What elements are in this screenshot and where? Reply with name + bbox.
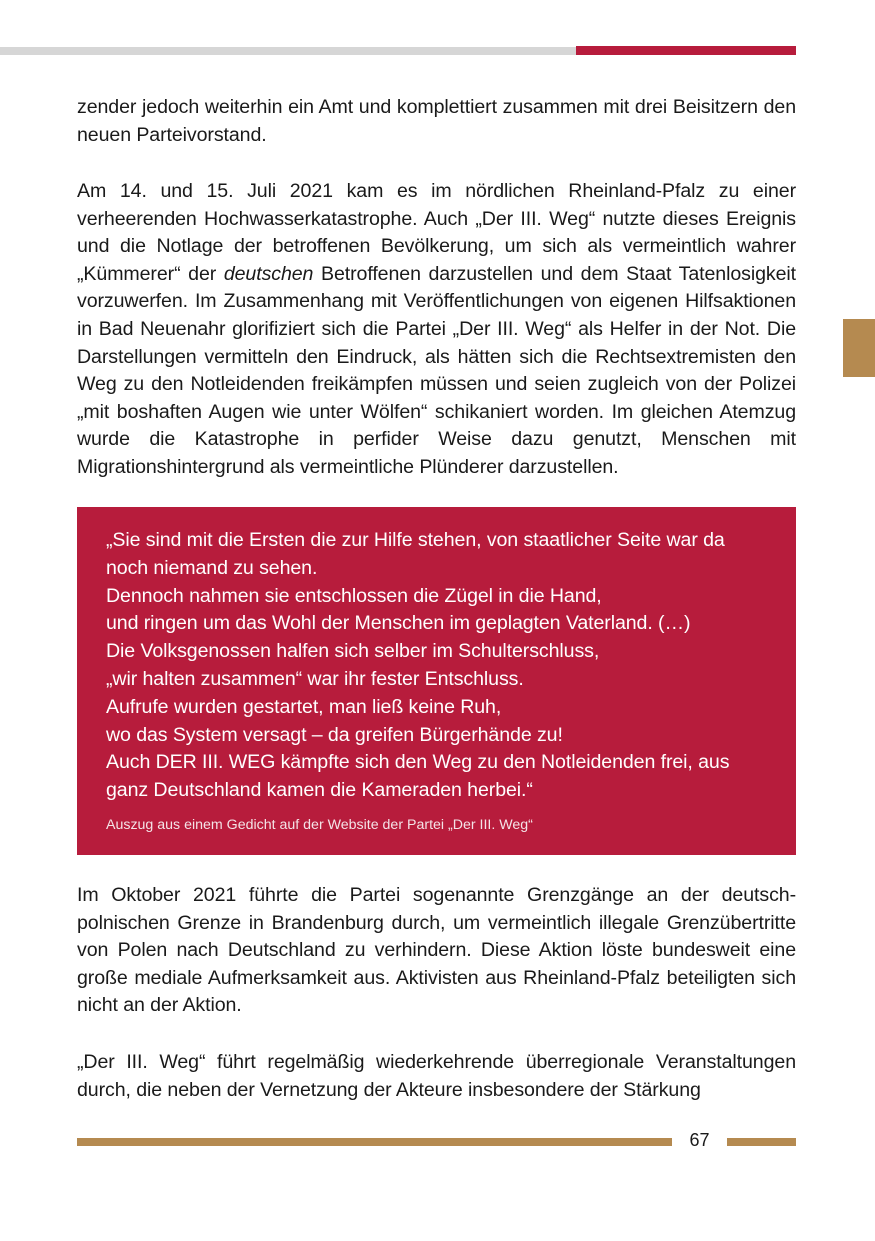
quote-line: Aufrufe wurden gestartet, man ließ keine Ruh, xyxy=(106,695,502,718)
page-number: 67 xyxy=(689,1130,710,1150)
paragraph-text-part: Am 14. und 15. Juli 2021 kam es im nördlichen Rheinland-Pfalz zu einer verheerenden Hochwasserkatastrophe. Auch „Der III. Weg“ nutzte dieses Ereignis und die Notlage der betroffenen Bevölkerung, um sich als vermeintlich wahrer „Kümmerer“ der xyxy=(77,180,796,285)
paragraph-text: zender jedoch weiterhin ein Amt und komplettiert zusammen mit drei Beisitzern den neuen Parteivorstand. xyxy=(77,96,796,146)
emphasis-text: deutschen xyxy=(223,262,314,285)
quote-line: Auch DER III. WEG kämpfte sich den Weg zu den Notleidenden frei, aus xyxy=(106,751,730,774)
footer-bar-left xyxy=(77,1138,672,1146)
paragraph-flood-disaster xyxy=(77,178,796,482)
paragraph-text: „Der III. Weg“ führt regelmäßig wiederkehrende überregionale Veranstaltungen durch, die neben der Vernetzung der Akteure insbesondere der Stärkung xyxy=(77,1051,796,1101)
header-bar-gray xyxy=(0,47,576,55)
quote-line: „Sie sind mit die Ersten die zur Hilfe stehen, von staatlicher Seite war da xyxy=(106,529,725,551)
quote-line: „wir halten zusammen“ war ihr fester Entschluss. xyxy=(106,667,524,690)
quote-line: und ringen um das Wohl der Menschen im geplagten Vaterland. (…) xyxy=(106,612,691,635)
quote-source: Auszug aus einem Gedicht auf der Website der Partei „Der III. Weg“ xyxy=(106,816,533,833)
quote-box xyxy=(77,507,796,855)
paragraph-events xyxy=(77,1049,796,1104)
quote-line: ganz Deutschland kamen die Kameraden herbei.“ xyxy=(106,779,533,802)
paragraph-text xyxy=(77,178,796,482)
quote-line: wo das System versagt – da greifen Bürgerhände zu! xyxy=(106,723,563,746)
chapter-side-tab xyxy=(843,319,875,377)
header-bar-accent xyxy=(576,46,796,55)
paragraph-border-patrols xyxy=(77,882,796,1020)
quote-line: Die Volksgenossen halfen sich selber im Schulterschluss, xyxy=(106,640,600,663)
paragraph-text: Im Oktober 2021 führte die Partei sogenannte Grenzgänge an der deutsch-polnischen Grenze in Brandenburg durch, um vermeintlich illegale Grenzübertritte von Polen nach Deutschland zu verhindern. Diese Aktion löste bundesweit eine große mediale Aufmerksamkeit aus. Aktivisten aus Rheinland-Pfalz beteiligten sich nicht an der Aktion. xyxy=(77,884,796,1017)
footer-bar-right xyxy=(727,1138,796,1146)
quote-line: noch niemand zu sehen. xyxy=(106,556,318,579)
quote-line: Dennoch nahmen sie entschlossen die Zügel in die Hand, xyxy=(106,584,602,607)
paragraph-party-board xyxy=(77,94,796,149)
paragraph-text-part: Betroffenen darzustellen und dem Staat Tatenlosigkeit vorzuwerfen. Im Zusammenhang mit Veröffentlichungen von eigenen Hilfsaktionen in Bad Neuenahr glorifiziert sich die Partei „Der III. Weg“ als Helfer in der Not. Die Darstellungen vermitteln den Eindruck, als hätten sich die Rechtsextremisten den Weg zu den Notleidenden freikämpfen müssen und seien zugleich von der Polizei „mit boshaften Augen wie unter Wölfen“ schikaniert worden. Im gleichen Atemzug wurde die Katastrophe in perfider Weise dazu genutzt, Menschen mit Migrationshintergrund als vermeintliche Plünderer darzustellen. xyxy=(77,262,796,478)
